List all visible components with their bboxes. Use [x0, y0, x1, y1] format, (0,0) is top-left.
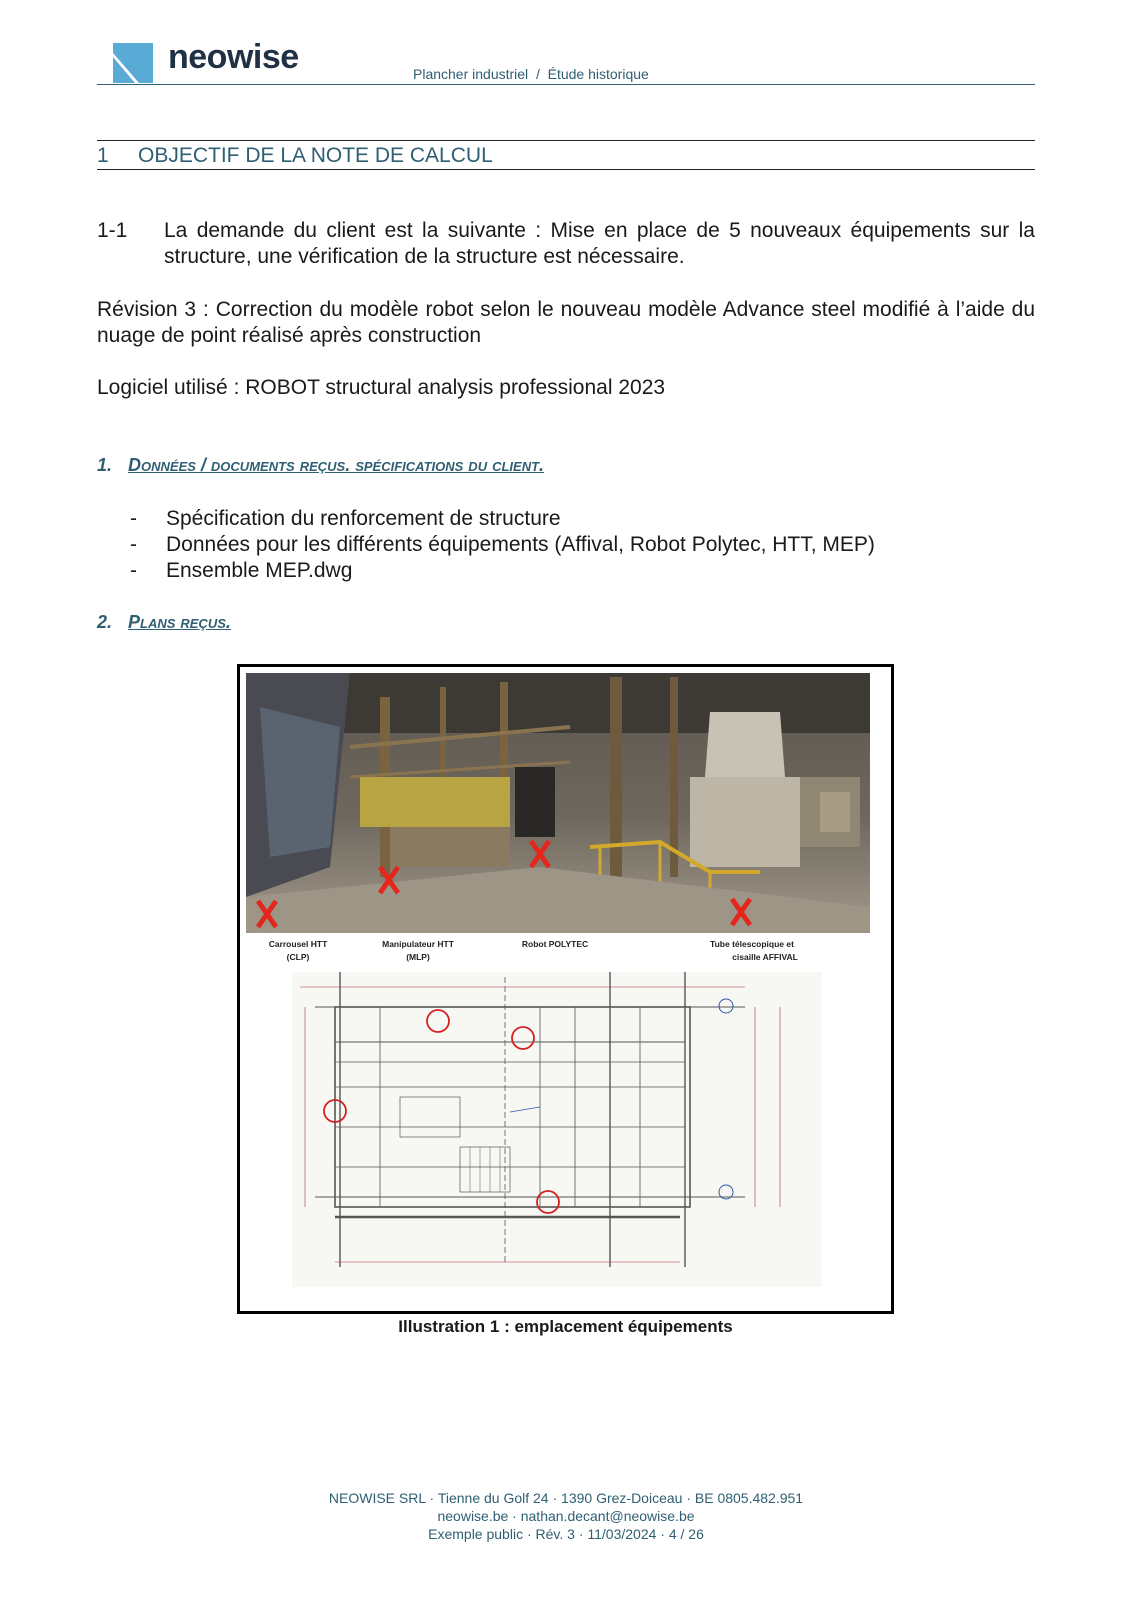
footer-contact: neowise.be · nathan.decant@neowise.be	[437, 1508, 695, 1524]
client-request-paragraph: La demande du client est la suivante : Mise en place de 5 nouveaux équipements sur la structure, une vérification de la structure est nécessaire.	[164, 219, 1035, 268]
section-number: 1	[97, 144, 109, 167]
label-manipulateur: Manipulateur HTT	[382, 939, 454, 949]
list-item-text: Données pour les différents équipements (Affival, Robot Polytec, HTT, MEP)	[166, 533, 875, 556]
structure-plan-drawing	[292, 972, 822, 1287]
section-rule-bottom	[97, 169, 1035, 170]
footer-company: NEOWISE SRL · Tienne du Golf 24 · 1390 Grez-Doiceau · BE 0805.482.951	[328, 1490, 804, 1506]
label-carrousel-code: (CLP)	[286, 952, 310, 962]
list-item: - Ensemble MEP.dwg	[130, 559, 353, 582]
figure-caption: Illustration 1 : emplacement équipements	[398, 1317, 733, 1336]
subheading-title: Plans reçus.	[128, 612, 231, 632]
factory-photo	[246, 673, 870, 933]
neowise-logo-icon	[113, 43, 153, 83]
equipment-location-figure	[237, 664, 894, 1314]
software-paragraph: Logiciel utilisé : ROBOT structural analysis professional 2023	[97, 376, 666, 399]
label-cisaille: cisaille AFFIVAL	[732, 952, 798, 962]
list-item-text: Spécification du renforcement de structure	[166, 507, 561, 530]
header-divider	[97, 84, 1035, 85]
label-carrousel: Carrousel HTT	[268, 939, 328, 949]
subheading-title: Données / documents reçus. spécifications du client.	[128, 455, 545, 475]
logo-text: neowise	[168, 38, 299, 76]
label-robot-polytec: Robot POLYTEC	[521, 939, 589, 949]
list-item-text: Ensemble MEP.dwg	[166, 559, 353, 582]
label-manipulateur-code: (MLP)	[406, 952, 430, 962]
breadcrumb: Plancher industriel / Étude historique	[413, 66, 649, 82]
section-title: OBJECTIF DE LA NOTE DE CALCUL	[138, 144, 493, 167]
figure-illustration	[240, 667, 891, 1311]
list-item: - Spécification du renforcement de structure	[130, 507, 561, 530]
subheading-received-data	[97, 455, 544, 476]
subheading-number: 2.	[97, 612, 113, 632]
footer-page-info: Exemple public · Rév. 3 · 11/03/2024 · 4 / 26	[428, 1526, 704, 1542]
section-rule-top	[97, 140, 1035, 141]
label-tube-telescopique: Tube télescopique et	[710, 939, 794, 949]
revision-paragraph: Révision 3 : Correction du modèle robot selon le nouveau modèle Advance steel modifié à l’aide du nuage de point réalisé après construction	[97, 298, 1035, 347]
subheading-received-plans	[97, 612, 231, 633]
list-item: - Données pour les différents équipements (Affival, Robot Polytec, HTT, MEP)	[130, 533, 875, 556]
subheading-number: 1.	[97, 455, 113, 475]
paragraph-number: 1-1	[97, 219, 128, 242]
